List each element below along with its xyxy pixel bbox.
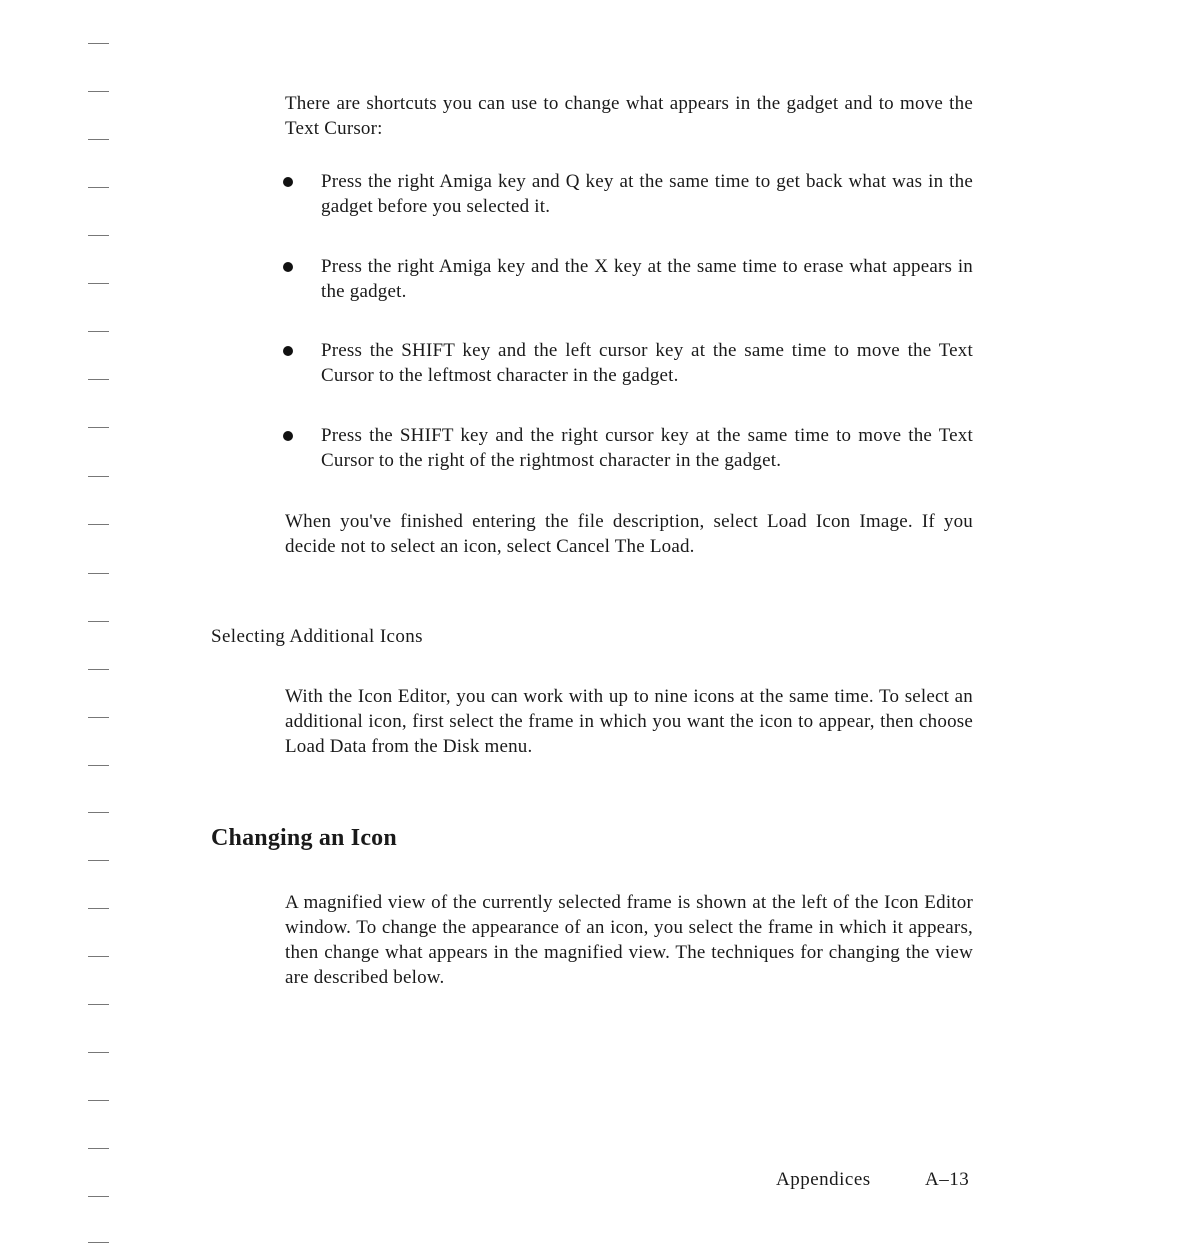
binding-mark bbox=[88, 765, 109, 766]
binding-mark bbox=[88, 379, 109, 380]
bullet-dot-icon bbox=[283, 346, 293, 356]
binding-mark bbox=[88, 1100, 109, 1101]
footer-page-number: A–13 bbox=[925, 1169, 970, 1190]
section-paragraph: A magnified view of the currently selected frame is shown at the left of the Icon Editor window. To change the appearance of an icon, you select the frame in which it appears, then change what appears in the magnified view. The techniques for changing the view are described below. bbox=[285, 892, 973, 988]
binding-mark bbox=[88, 908, 109, 909]
binding-mark bbox=[88, 91, 109, 92]
binding-mark bbox=[88, 956, 109, 957]
binding-mark bbox=[88, 1242, 109, 1243]
binding-mark bbox=[88, 1052, 109, 1053]
binding-mark bbox=[88, 235, 109, 236]
footer-section-name: Appendices bbox=[776, 1169, 871, 1190]
bullet-dot-icon bbox=[283, 177, 293, 187]
binding-mark bbox=[88, 331, 109, 332]
bullet-text: Press the right Amiga key and Q key at the same time to get back what was in the gadget before you selected it. bbox=[321, 171, 973, 217]
binding-mark bbox=[88, 1148, 109, 1149]
binding-mark bbox=[88, 283, 109, 284]
subsection-heading: Selecting Additional Icons bbox=[211, 626, 423, 647]
bullet-dot-icon bbox=[283, 262, 293, 272]
bullet-text: Press the SHIFT key and the left cursor key at the same time to move the Text Cursor to the leftmost character in the gadget. bbox=[321, 340, 973, 386]
bullet-text: Press the right Amiga key and the X key at the same time to erase what appears in the gadget. bbox=[321, 256, 973, 302]
binding-mark bbox=[88, 860, 109, 861]
binding-marks bbox=[88, 0, 112, 1258]
binding-mark bbox=[88, 43, 109, 44]
after-bullets-paragraph: When you've finished entering the file description, select Load Icon Image. If you decide not to select an icon, select Cancel The Load. bbox=[285, 511, 973, 557]
binding-mark bbox=[88, 573, 109, 574]
binding-mark bbox=[88, 427, 109, 428]
bullet-dot-icon bbox=[283, 431, 293, 441]
binding-mark bbox=[88, 524, 109, 525]
binding-mark bbox=[88, 812, 109, 813]
binding-mark bbox=[88, 139, 109, 140]
binding-mark bbox=[88, 621, 109, 622]
binding-mark bbox=[88, 187, 109, 188]
binding-mark bbox=[88, 476, 109, 477]
binding-mark bbox=[88, 1196, 109, 1197]
binding-mark bbox=[88, 669, 109, 670]
intro-paragraph: There are shortcuts you can use to change what appears in the gadget and to move the Text Cursor: bbox=[285, 93, 973, 139]
binding-mark bbox=[88, 1004, 109, 1005]
section-heading: Changing an Icon bbox=[211, 825, 397, 851]
bullet-text: Press the SHIFT key and the right cursor key at the same time to move the Text Cursor to the right of the rightmost character in the gadget. bbox=[321, 425, 973, 471]
binding-mark bbox=[88, 717, 109, 718]
subsection-paragraph: With the Icon Editor, you can work with up to nine icons at the same time. To select an additional icon, first select the frame in which you want the icon to appear, then choose Load Data from the Disk menu. bbox=[285, 686, 973, 757]
